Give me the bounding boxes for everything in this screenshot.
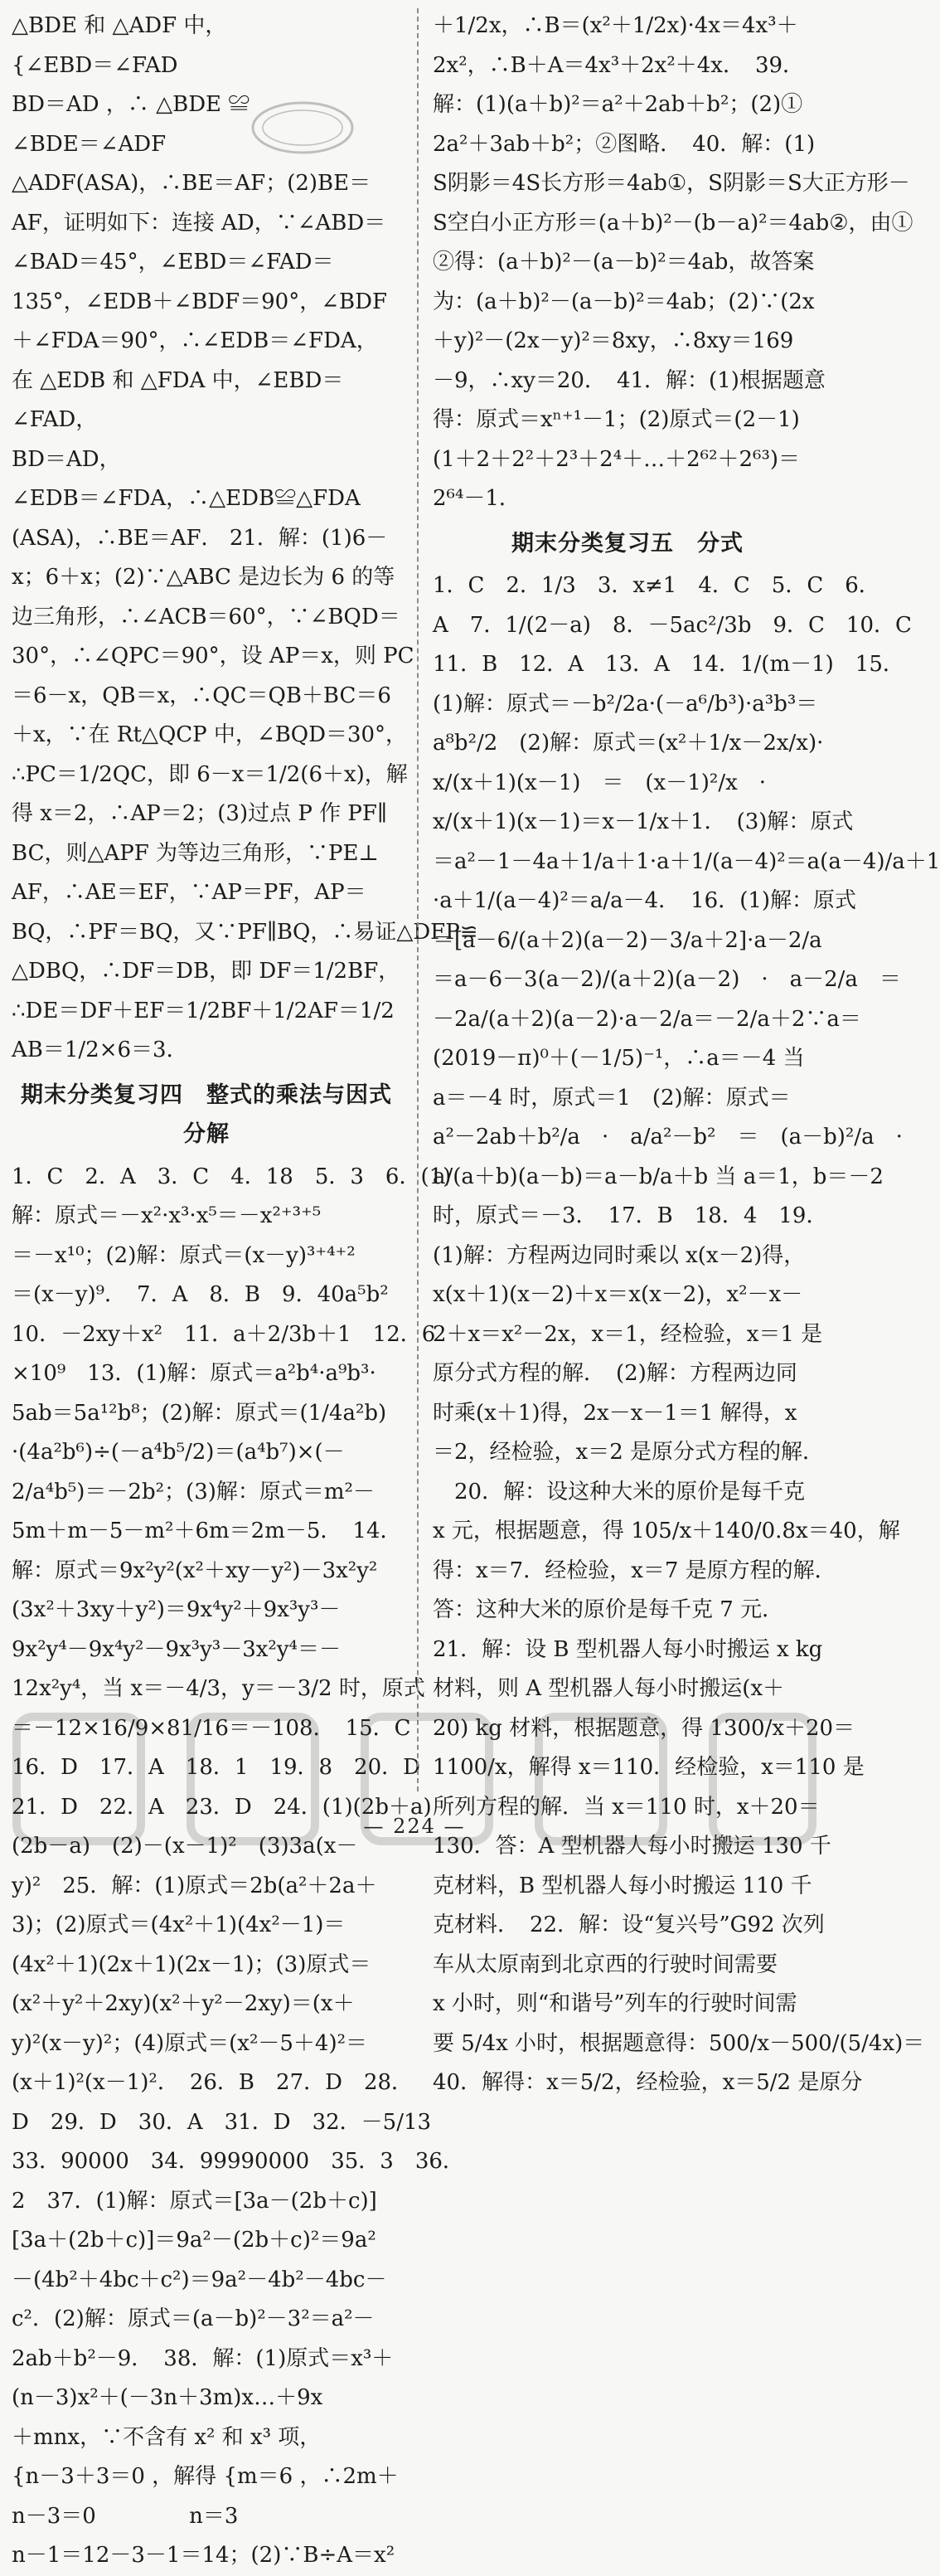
answer-line: ＝a－6－3(a－2)/(a＋2)(a－2) · a－2/a ＝ bbox=[433, 967, 901, 992]
answer-line: 1100/x，解得 x＝110．经检验，x＝110 是 bbox=[433, 1755, 865, 1780]
answer-line: 在 △EDB 和 △FDA 中，∠EBD＝ bbox=[12, 367, 344, 393]
answer-line: 130．答：A 型机器人每小时搬运 130 千 bbox=[433, 1834, 831, 1859]
answer-line: 11．B 12．A 13．A 14．1/(m－1) 15． bbox=[433, 652, 904, 677]
answer-line: ∠BDE＝∠ADF bbox=[12, 131, 167, 157]
answer-line: ＋y)²－(2x－y)²＝8xy，∴8xy＝169 bbox=[433, 328, 794, 353]
answer-line: x；6＋x；(2)∵△ABC 是边长为 6 的等 bbox=[12, 565, 395, 590]
answer-line: 时乘(x＋1)得，2x－x－1＝1 解得，x bbox=[433, 1400, 797, 1426]
answer-line: 135°，∠EDB＋∠BDF＝90°，∠BDF bbox=[12, 289, 387, 314]
right-answers-bottom bbox=[433, 566, 940, 2103]
answer-line: 克材料，B 型机器人每小时搬运 110 千 bbox=[433, 1873, 812, 1898]
answer-line: 解：原式＝－x²·x³·x⁵＝－x²⁺³⁺⁵ bbox=[12, 1203, 322, 1228]
answer-line: 边三角形，∴∠ACB＝60°，∵∠BQD＝ bbox=[12, 604, 400, 629]
answer-line: 2a²＋3ab＋b²；②图略． 40．解：(1) bbox=[433, 131, 816, 157]
answer-line: a/(a＋b)(a－b)＝a－b/a＋b 当 a＝1，b＝－2 bbox=[433, 1164, 884, 1189]
answer-line: ＋mnx，∵不含有 x² 和 x³ 项， bbox=[12, 2424, 322, 2450]
answer-line: x 元，根据题意，得 105/x＋140/0.8x＝40，解 bbox=[433, 1519, 900, 1543]
answer-line: BD＝AD， bbox=[12, 446, 121, 472]
answer-line: ×10⁹ 13．(1)解：原式＝a²b⁴·a⁹b³· bbox=[12, 1361, 376, 1386]
answer-line: ∠BAD＝45°，∠EBD＝∠FAD＝ bbox=[12, 250, 334, 275]
answer-line: ＝6－x，QB＝x，∴QC＝QB＋BC＝6 bbox=[12, 683, 391, 708]
answer-line: x 小时，则“和谐号”列车的行驶时间需 bbox=[433, 1991, 797, 2016]
answer-line: 3)；(2)原式＝(4x²＋1)(4x²－1)＝ bbox=[12, 1913, 346, 1937]
answer-line: 21．D 22．A 23．D 24．(1)(2b＋a) bbox=[12, 1794, 432, 1820]
answer-line: S阴影＝4S长方形＝4ab①，S阴影＝S大正方形－ bbox=[433, 171, 910, 196]
answer-line: 20) kg 材料，根据题意，得 1300/x＋20＝ bbox=[433, 1715, 855, 1741]
answer-line: 5ab＝5a¹²b⁸；(2)解：原式＝(1/4a²b) bbox=[12, 1400, 387, 1426]
answer-line: 9x²y⁴－9x⁴y²－9x³y³－3x²y⁴＝－ bbox=[12, 1636, 341, 1662]
answer-line: 33．90000 34．99990000 35．3 36． bbox=[12, 2149, 464, 2174]
answer-line: (1＋2＋2²＋2³＋2⁴＋…＋2⁶²＋2⁶³)＝ bbox=[433, 446, 801, 472]
answer-line: ＋1/2x，∴B＝(x²＋1/2x)·4x＝4x³＋ bbox=[433, 13, 798, 38]
answer-line: ②得：(a＋b)²－(a－b)²＝4ab，故答案 bbox=[433, 250, 815, 275]
answer-line: 30°，∴∠QPC＝90°，设 AP＝x，则 PC bbox=[12, 644, 414, 668]
answer-line: (ASA)，∴BE＝AF． 21．解：(1)6－ bbox=[12, 525, 388, 551]
answer-line: a⁸b²/2 (2)解：原式＝(x²＋1/x－2x/x)· bbox=[433, 731, 824, 756]
answer-line: [3a＋(2b＋c)]＝9a²－(2b＋c)²＝9a² bbox=[12, 2228, 376, 2253]
answer-line: －9，∴xy＝20． 41．解：(1)根据题意 bbox=[433, 367, 826, 393]
answer-line: D 29．D 30．A 31．D 32．－5/13 bbox=[12, 2109, 432, 2135]
answer-line: 为：(a＋b)²－(a－b)²＝4ab；(2)∵(2x bbox=[433, 289, 815, 314]
answer-line: 所列方程的解．当 x＝110 时，x＋20＝ bbox=[433, 1794, 820, 1820]
column-divider bbox=[417, 8, 419, 1791]
answer-line: 21．解：设 B 型机器人每小时搬运 x kg bbox=[433, 1636, 823, 1662]
answer-line: a＝－4 时，原式＝1 (2)解：原式＝ bbox=[433, 1085, 791, 1111]
answer-line: BQ，∴PF＝BQ，又∵PF∥BQ，∴易证△DFP≌ bbox=[12, 919, 478, 945]
answer-line: ＝2，经检验，x＝2 是原分式方程的解． bbox=[433, 1440, 825, 1465]
answer-line: ∴DE＝DF＋EF＝1/2BF＋1/2AF＝1/2 bbox=[12, 998, 395, 1023]
answer-line: 20．解：设这种大米的原价是每千克 bbox=[433, 1479, 806, 1504]
answer-line: BD＝AD ，∴ △BDE ≌ bbox=[12, 92, 250, 117]
answer-line: －2a/(a＋2)(a－2)·a－2/a＝－2/a＋2∵a＝ bbox=[433, 1006, 861, 1032]
answer-line: 原分式方程的解． (2)解：方程两边同 bbox=[433, 1361, 797, 1386]
answer-line: 解：原式＝9x²y²(x²＋xy－y²)－3x²y² bbox=[12, 1558, 378, 1583]
answer-line: (1)解：原式＝－b²/2a·(－a⁶/b³)·a³b³＝ bbox=[433, 691, 818, 717]
answer-line: {n－3＋3＝0 ，解得 {m＝6 ，∴2m＋ bbox=[12, 2464, 399, 2489]
answer-line: ∠FAD， bbox=[12, 407, 98, 432]
answer-line: n－3＝0 n＝3 bbox=[12, 2503, 239, 2529]
answer-line: y)² 25．解：(1)原式＝2b(a²＋2a＋ bbox=[12, 1873, 377, 1898]
answer-line: 2x²，∴B＋A＝4x³＋2x²＋4x． 39． bbox=[433, 52, 805, 78]
answer-line: 得 x＝2，∴AP＝2；(3)过点 P 作 PF∥ bbox=[12, 801, 387, 826]
answer-line: x/(x＋1)(x－1)＝x－1/x＋1． (3)解：原式 bbox=[433, 809, 854, 834]
answer-line: 2ab＋b²－9． 38．解：(1)原式＝x³＋ bbox=[12, 2345, 394, 2371]
answer-line: (1)解：方程两边同时乘以 x(x－2)得， bbox=[433, 1242, 806, 1268]
answer-line: 2/a⁴b⁵)＝－2b²；(3)解：原式＝m²－ bbox=[12, 1479, 375, 1504]
answer-line: S空白小正方形＝(a＋b)²－(b－a)²＝4ab②，由① bbox=[433, 210, 913, 236]
answer-line: (2b－a) (2)－(x－1)² (3)3a(x－ bbox=[12, 1834, 358, 1859]
answer-line: AF，证明如下：连接 AD，∵∠ABD＝ bbox=[12, 210, 386, 236]
answer-line: 克材料． 22．解：设“复兴号”G92 次列 bbox=[433, 1913, 825, 1937]
section-heading-review-4: 期末分类复习四 整式的乘法与因式分解 bbox=[21, 1081, 392, 1147]
answer-line: ＝－12×16/9×81/16＝－108． 15．C bbox=[12, 1715, 411, 1741]
answer-line: {∠EBD＝∠FAD bbox=[12, 52, 178, 78]
answer-line: 10．－2xy＋x² 11．a＋2/3b＋1 12．6 bbox=[12, 1321, 436, 1347]
stamp-icon bbox=[249, 98, 356, 158]
answer-line: a²－2ab＋b²/a · a/a²－b² ＝ (a－b)²/a · bbox=[433, 1125, 903, 1149]
answer-line: 车从太原南到北京西的行驶时间需要 bbox=[433, 1951, 778, 1977]
answer-line: 答：这种大米的原价是每千克 7 元． bbox=[433, 1597, 784, 1622]
answer-line: 得：原式＝xⁿ⁺¹－1；(2)原式＝(2－1) bbox=[433, 407, 800, 432]
answer-line: y)²(x－y)²；(4)原式＝(x²－5＋4)²＝ bbox=[12, 2030, 368, 2056]
answer-line: 得：x＝7．经检验，x＝7 是原方程的解． bbox=[433, 1558, 836, 1583]
answer-line: 2＋x＝x²－2x，x＝1，经检验，x＝1 是 bbox=[433, 1321, 823, 1347]
answer-line: x/(x＋1)(x－1) ＝ (x－1)²/x · bbox=[433, 770, 767, 795]
answer-line: ＝[a－6/(a＋2)(a－2)－3/a＋2]·a－2/a bbox=[433, 927, 822, 953]
answer-line: ∴PC＝1/2QC，即 6－x＝1/2(6＋x)，解 bbox=[12, 761, 408, 787]
answer-line: (x＋1)²(x－1)²． 26．B 27．D 28． bbox=[12, 2070, 414, 2095]
answer-line: (3x²＋3xy＋y²)＝9x⁴y²＋9x³y³－ bbox=[12, 1597, 341, 1622]
answer-line: 16．D 17．A 18．1 19．8 20．D bbox=[12, 1755, 420, 1780]
section-heading-review-5: 期末分类复习五 分式 bbox=[511, 530, 744, 557]
answer-line: 2 37．(1)解：原式＝[3a－(2b＋c)] bbox=[12, 2188, 377, 2214]
answer-line: 40．解得：x＝5/2，经检验，x＝5/2 是原分 bbox=[433, 2070, 863, 2095]
answer-line: ＋∠FDA＝90°，∴∠EDB＝∠FDA， bbox=[12, 328, 378, 353]
answer-line: 2⁶⁴－1． bbox=[433, 486, 521, 511]
answer-line: c²．(2)解：原式＝(a－b)²－3²＝a²－ bbox=[12, 2306, 375, 2331]
answer-line: (4x²＋1)(2x＋1)(2x－1)；(3)原式＝ bbox=[12, 1951, 371, 1977]
answer-line: 1．C 2．A 3．C 4．18 5．3 6．(1) bbox=[12, 1164, 452, 1189]
answer-line: 12x²y⁴，当 x＝－4/3，y＝－3/2 时，原式 bbox=[12, 1676, 425, 1701]
answer-line: ＝(x－y)⁹． 7．A 8．B 9．40a⁵b² bbox=[12, 1282, 389, 1307]
answer-line: AF，∴AE＝EF，∵AP＝PF，AP＝ bbox=[12, 880, 366, 905]
answer-line: 1．C 2．1/3 3．x≠1 4．C 5．C 6． bbox=[433, 573, 880, 598]
answer-line: ∠EDB＝∠FDA，∴△EDB≌△FDA bbox=[12, 486, 361, 511]
answer-line: x(x＋1)(x－2)＋x＝x(x－2)，x²－x－ bbox=[433, 1282, 803, 1307]
answer-line: AB＝1/2×6＝3． bbox=[12, 1038, 188, 1062]
answer-line: ＝－x¹⁰；(2)解：原式＝(x－y)³⁺⁴⁺² bbox=[12, 1242, 356, 1268]
answer-line: ·a＋1/(a－4)²＝a/a－4． 16．(1)解：原式 bbox=[433, 888, 857, 913]
answer-line: △DBQ，∴DF＝DB，即 DF＝1/2BF， bbox=[12, 959, 400, 984]
right-column bbox=[433, 7, 940, 2095]
page-number: — 224 — bbox=[363, 1815, 466, 1838]
answer-line: 要 5/4x 小时，根据题意得：500/x－500/(5/4x)＝ bbox=[433, 2030, 925, 2056]
answer-line: (2019－π)⁰＋(－1/5)⁻¹，∴a＝－4 当 bbox=[433, 1046, 805, 1071]
answer-line: 材料，则 A 型机器人每小时搬运(x＋ bbox=[433, 1676, 785, 1701]
answer-line: A 7．1/(2－a) 8．－5ac²/3b 9．C 10．C bbox=[433, 612, 912, 638]
answer-line: △BDE 和 △ADF 中， bbox=[12, 13, 227, 38]
answer-line: 解：(1)(a＋b)²＝a²＋2ab＋b²；(2)① bbox=[433, 92, 803, 117]
answer-line: ·(4a²b⁶)÷(－a⁴b⁵/2)＝(a⁴b⁷)×(－ bbox=[12, 1440, 345, 1465]
answer-line: n－1＝12－3－1＝14；(2)∵B÷A＝x² bbox=[12, 2543, 395, 2568]
answer-line: BC，则△APF 为等边三角形，∵PE⊥ bbox=[12, 840, 379, 866]
answer-line: ＝a²－1－4a＋1/a＋1·a＋1/(a－4)²＝a(a－4)/a＋1 bbox=[433, 848, 940, 874]
answer-line: 5m＋m－5－m²＋6m＝2m－5． 14． bbox=[12, 1519, 402, 1543]
answer-line: －(4b²＋4bc＋c²)＝9a²－4b²－4bc－ bbox=[12, 2267, 387, 2292]
answer-line: 时，原式＝－3． 17．B 18．4 19． bbox=[433, 1203, 828, 1228]
right-answers-top bbox=[433, 7, 913, 519]
answer-line: △ADF(ASA)，∴BE＝AF；(2)BE＝ bbox=[12, 171, 371, 196]
answer-line: (n－3)x²＋(－3n＋3m)x…＋9x bbox=[12, 2385, 323, 2410]
answer-line: ＋x，∵在 Rt△QCP 中，∠BQD＝30°， bbox=[12, 722, 408, 747]
answer-line: (x²＋y²＋2xy)(x²＋y²－2xy)＝(x＋ bbox=[12, 1991, 355, 2016]
